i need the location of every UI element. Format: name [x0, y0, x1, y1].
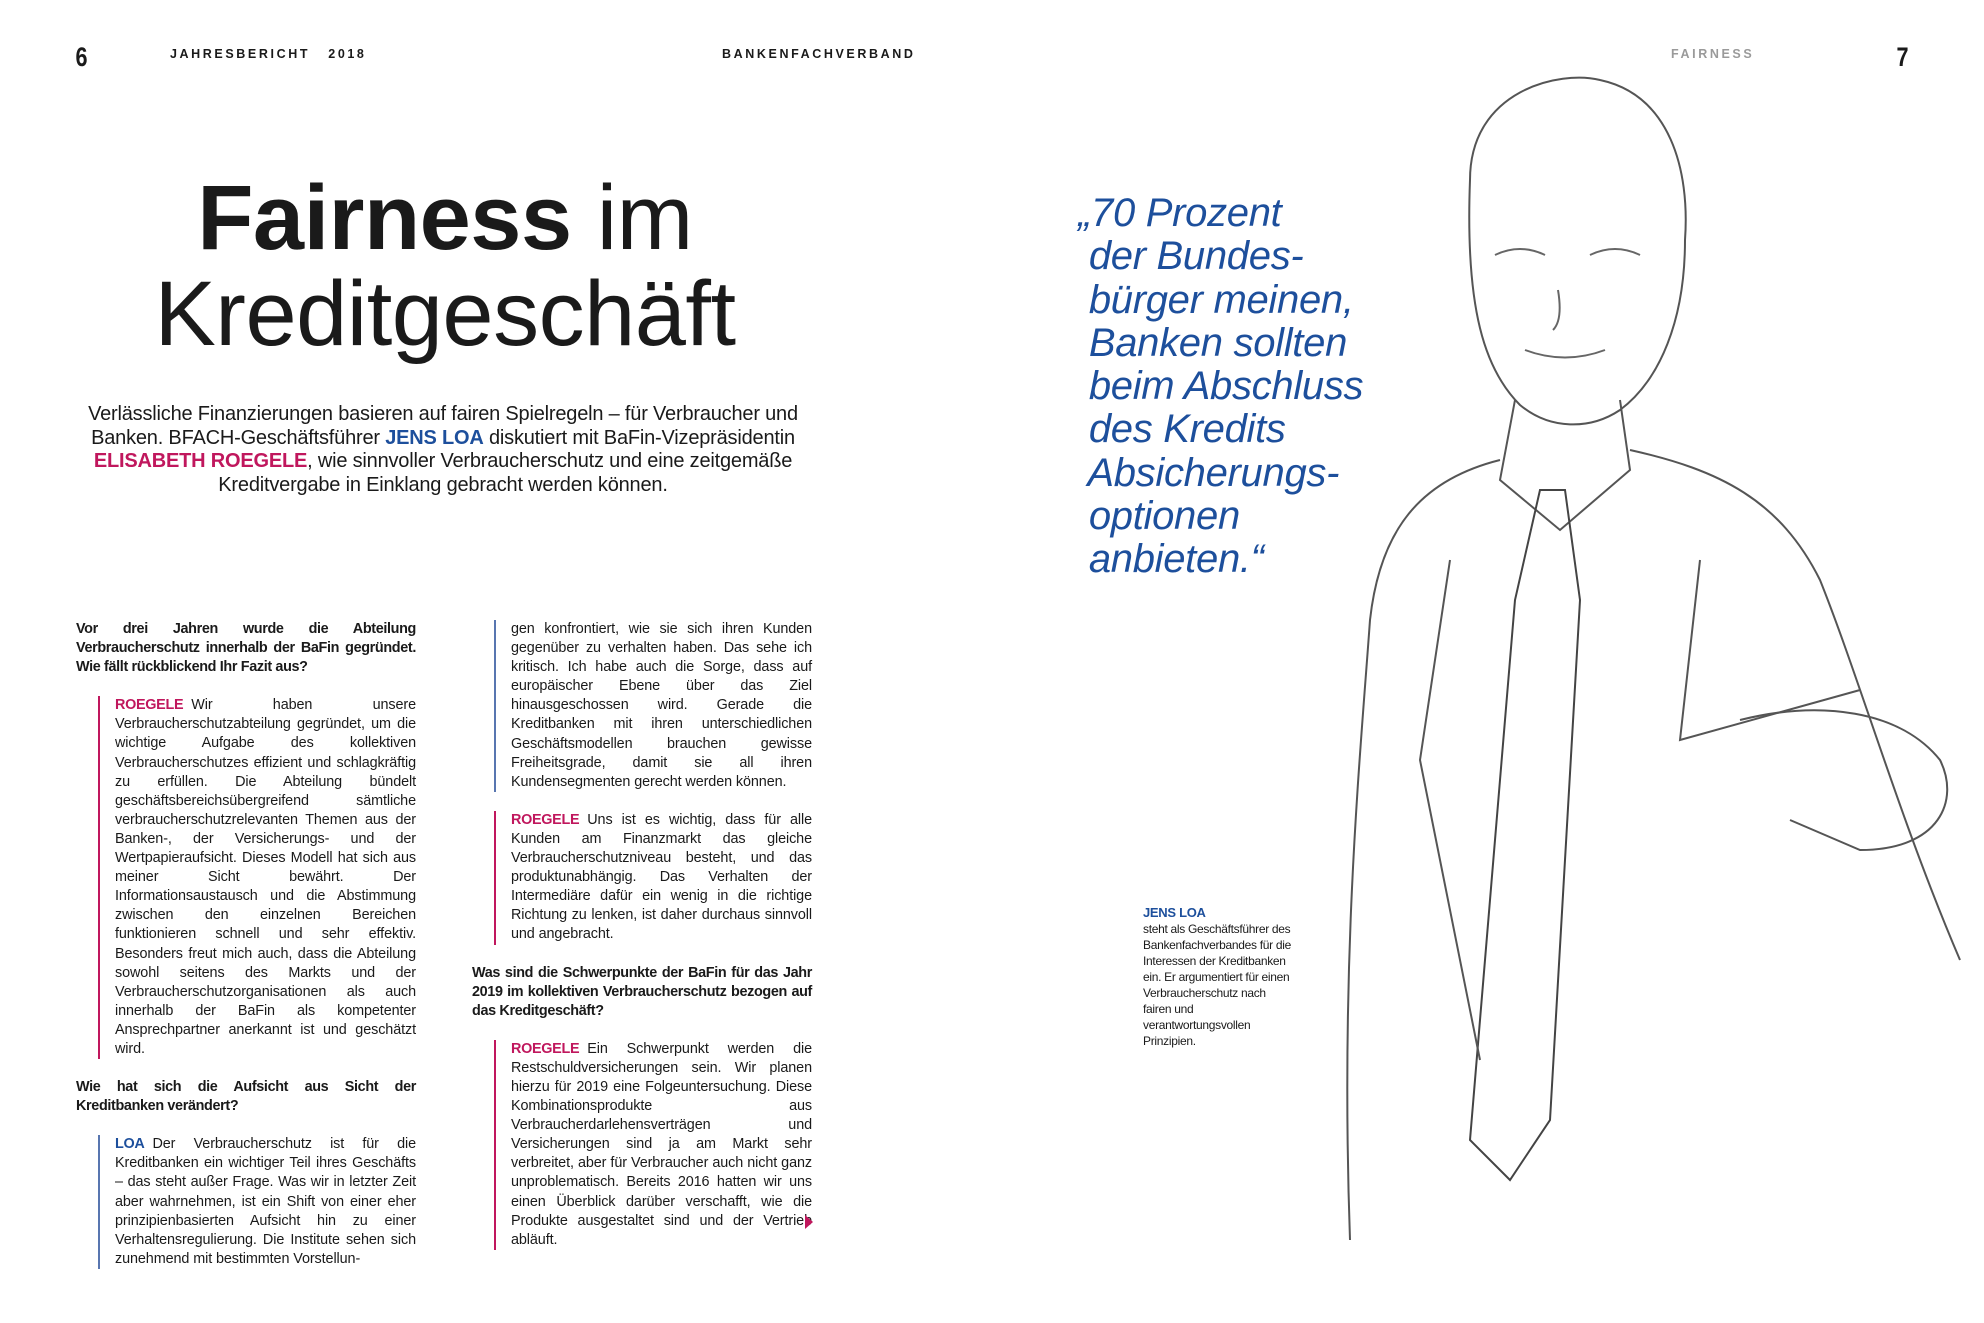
answer — [494, 1040, 812, 1250]
pull-quote — [1078, 192, 1418, 582]
bio-text: steht als Geschäftsführer des Bankenfachverbandes für die Interessen der Kreditbanken ein. Er argumentiert für einen Verbraucherschutz nach fairen und verantwortungsvollen Prinzipien. — [1143, 922, 1292, 1048]
right-page-number: 7 — [1896, 42, 1909, 72]
question: Vor drei Jahren wurde die Abteilung Verbraucherschutz innerhalb der BaFin gegründet. Wie fällt rückblickend Ihr Fazit aus? — [76, 621, 416, 676]
question: Wie hat sich die Aufsicht aus Sicht der Kreditbanken verändert? — [76, 1079, 416, 1115]
bio-name: JENS LOA — [1143, 905, 1206, 920]
left-running-head: JAHRESBERICHT 2018 — [170, 47, 367, 61]
speaker-label: ROEGELE — [115, 697, 184, 714]
intro-text: , wie sinnvoller Verbraucherschutz und eine zeitgemäße Kreditvergabe in Einklang gebracht werden können. — [218, 450, 793, 496]
title-line2: Kreditgeschäft — [154, 263, 736, 365]
quote-line: optionen — [1078, 494, 1240, 539]
speaker-label: ROEGELE — [511, 1040, 580, 1057]
hand-sketch — [1740, 710, 1947, 850]
head-sketch — [1469, 78, 1685, 425]
answer — [494, 811, 812, 945]
quote-line: bürger meinen, — [1078, 277, 1354, 322]
speaker-label: LOA — [115, 1136, 145, 1153]
collar-sketch — [1500, 400, 1630, 530]
quote-line: der Bundes- — [1078, 234, 1304, 279]
answer-text: Wir haben unsere Verbraucherschutzabteilung gegründet, um die wichtige Aufgabe des kollektiven Verbraucherschutzes effizient und schlagkräftig zu erfüllen. Die Abteilung bündelt geschäftsbereichsübergreifend sämtliche verbraucherschutzrelevanten Themen aus der Banken-, der Versicherungs- und der Wertpapieraufsicht. Dieses Modell hat sich aus meiner Sicht bewährt. Der Informationsaustausch und die Abstimmung zwischen den einzelnen Bereichen funktionieren schnell und sehr effektiv. Besonders freut mich auch, dass die Abteilung sowohl seitens des Markts und der Verbraucherschutzorganisationen als auch innerhalb der BaFin als kompetenter Ansprechpartner anerkannt ist und geschätzt wird. — [115, 697, 416, 1057]
intro-name-loa: JENS LOA — [385, 426, 484, 449]
quote-line: „70 Prozent — [1078, 191, 1282, 235]
quote-line: Banken sollten — [1078, 320, 1348, 365]
answer — [98, 1135, 416, 1269]
intro-text: diskutiert mit BaFin-Vizepräsidentin — [483, 426, 795, 449]
intro-paragraph — [80, 403, 806, 497]
intro-name-roegele: ELISABETH ROEGELE — [93, 450, 308, 472]
article-title — [100, 167, 790, 365]
answer-text: Der Verbraucherschutz ist für die Kreditbanken ein wichtiger Teil ihres Geschäfts – das steht außer Frage. Was wir in letzter Zeit aber wahrnehmen, ist ein Shift von einer eher prinzipienbasierten Aufsicht hin zu einer Verhaltensregulierung. Die Institute sehen sich zunehmend mit bestimmten Vorstellun- — [115, 1136, 416, 1267]
right-running-head: FAIRNESS — [1671, 47, 1755, 61]
left-page-number: 6 — [75, 42, 88, 72]
center-running-head: BANKENFACHVERBAND — [722, 47, 916, 61]
bio-box — [1143, 905, 1293, 1049]
answer-continued: gen konfrontiert, wie sie sich ihren Kunden gegenüber zu verhalten haben. Das sehe ich kritisch. Ich habe auch die Sorge, dass auf europäischer Ebene über das Ziel hinausgeschossen wird. Gerade die Kreditbanken mit ihren unterschiedlichen Geschäftsmodellen brauchen gewisse Freiheitsgrade, damit sie all ihren Kundensegmenten gerecht werden können. — [494, 620, 812, 792]
title-rest: im — [571, 167, 693, 269]
interview-column-2 — [472, 620, 812, 1269]
continue-arrow-icon — [805, 1215, 813, 1229]
suit-sketch — [1347, 450, 1960, 1240]
tie-sketch — [1470, 490, 1580, 1180]
answer-text: Uns ist es wichtig, dass für alle Kunden am Finanzmarkt das gleiche Verbraucherschutzniveau besteht, und das produktunabhängig. Das Verhalten der Intermediäre dafür ein wenig in die richtige Richtung zu lenken, ist daher durchaus sinnvoll und angebracht. — [511, 811, 812, 943]
answer-text: Ein Schwerpunkt werden die Restschuldversicherungen sein. Wir planen hierzu für 2019 eine Folgeuntersuchung. Diese Kombinationsprodukte aus Verbraucherdarlehensverträgen und Versicherungen sind ja am Markt sehr verbreitet, aber für Verbraucher auch nicht ganz unproblematisch. Bereits 2016 hatten wir uns einen Überblick darüber verschafft, wie die Produkte ausgestaltet sind und der Vertrieb abläuft. — [511, 1040, 812, 1248]
quote-line: Absicherungs- — [1078, 450, 1340, 495]
intro-text: Verlässliche Finanzierungen basieren auf fairen Spielregeln – für Verbraucher und Banken. BFACH-Geschäftsführer — [88, 403, 798, 449]
quote-line: anbieten.“ — [1078, 537, 1264, 582]
title-bold: Fairness — [197, 167, 572, 269]
interview-column-1 — [76, 620, 416, 1288]
speaker-label: ROEGELE — [511, 811, 580, 828]
answer — [98, 696, 416, 1059]
question: Was sind die Schwerpunkte der BaFin für das Jahr 2019 im kollektiven Verbraucherschutz bezogen auf das Kreditgeschäft? — [472, 964, 812, 1019]
quote-line: des Kredits — [1078, 407, 1286, 452]
quote-line: beim Abschluss — [1078, 364, 1364, 409]
